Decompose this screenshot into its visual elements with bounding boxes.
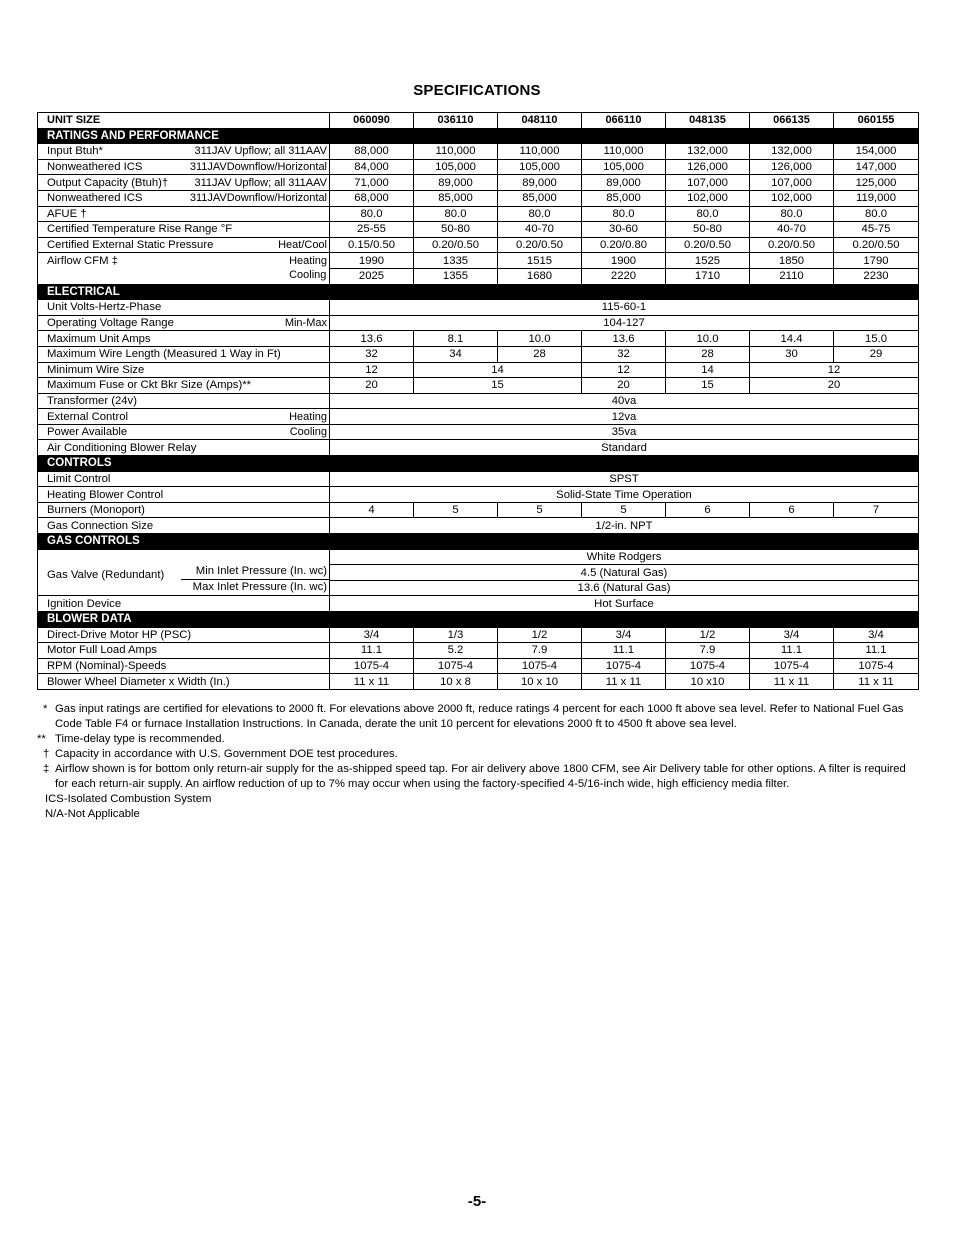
row-label: Power Available Cooling bbox=[38, 424, 330, 440]
value-cell: 6 bbox=[666, 502, 750, 518]
unit-size-header-row bbox=[38, 113, 919, 129]
row-label: Blower Wheel Diameter x Width (In.) bbox=[38, 674, 330, 690]
value-cell: 34 bbox=[414, 346, 498, 362]
unit-size-cell: 048135 bbox=[666, 113, 750, 129]
footnote-mark: † bbox=[43, 748, 50, 760]
value-cell: 20 bbox=[750, 378, 919, 394]
row-label: Gas Valve (Redundant) Min Inlet Pressure (In. wc) Max Inlet Pressure (In. wc) bbox=[38, 549, 330, 596]
value-cell: 2110 bbox=[750, 268, 834, 284]
value-cell: 32 bbox=[330, 346, 414, 362]
value-cell: Standard bbox=[330, 440, 919, 456]
value-cell: 80.0 bbox=[330, 206, 414, 222]
value-cell: 6 bbox=[750, 502, 834, 518]
value-cell: 80.0 bbox=[834, 206, 919, 222]
value-cell: 30-60 bbox=[582, 222, 666, 238]
value-cell: 4.5 (Natural Gas) bbox=[330, 565, 919, 581]
table-row bbox=[38, 175, 919, 191]
value-cell: 1900 bbox=[582, 253, 666, 269]
section-header-gas-controls: GAS CONTROLS bbox=[38, 534, 919, 550]
value-cell: 132,000 bbox=[750, 144, 834, 160]
value-cell: 29 bbox=[834, 346, 919, 362]
value-cell: 11.1 bbox=[834, 643, 919, 659]
footnote: ICS-Isolated Combustion System bbox=[45, 793, 212, 805]
value-cell: 105,000 bbox=[414, 159, 498, 175]
row-label: Air Conditioning Blower Relay bbox=[38, 440, 330, 456]
value-cell: 3/4 bbox=[582, 627, 666, 643]
row-label: Input Btuh* 311JAV Upflow; all 311AAV bbox=[38, 144, 330, 160]
value-cell: 1710 bbox=[666, 268, 750, 284]
row-label: Maximum Unit Amps bbox=[38, 331, 330, 347]
row-label: Certified Temperature Rise Range °F bbox=[38, 222, 330, 238]
table-row bbox=[38, 627, 919, 643]
footnotes bbox=[37, 702, 918, 822]
value-cell: 126,000 bbox=[666, 159, 750, 175]
row-label: Burners (Monoport) bbox=[38, 502, 330, 518]
unit-size-cell: 066110 bbox=[582, 113, 666, 129]
section-header-ratings: RATINGS AND PERFORMANCE bbox=[38, 128, 919, 144]
value-cell: 105,000 bbox=[582, 159, 666, 175]
value-cell: 40va bbox=[330, 393, 919, 409]
value-cell: 89,000 bbox=[414, 175, 498, 191]
page-title: SPECIFICATIONS bbox=[413, 82, 541, 99]
value-cell: 110,000 bbox=[414, 144, 498, 160]
value-cell: 1075-4 bbox=[666, 658, 750, 674]
value-cell: 104-127 bbox=[330, 315, 919, 331]
row-label: Airflow CFM ‡ Heating Cooling bbox=[38, 253, 330, 284]
value-cell: 50-80 bbox=[414, 222, 498, 238]
value-cell: 11 x 11 bbox=[330, 674, 414, 690]
value-cell: 80.0 bbox=[750, 206, 834, 222]
value-cell: 0.20/0.50 bbox=[750, 237, 834, 253]
value-cell: 154,000 bbox=[834, 144, 919, 160]
value-cell: 110,000 bbox=[498, 144, 582, 160]
value-cell: 2230 bbox=[834, 268, 919, 284]
table-row bbox=[38, 300, 919, 316]
value-cell: 45-75 bbox=[834, 222, 919, 238]
value-cell: 1075-4 bbox=[414, 658, 498, 674]
row-label: RPM (Nominal)-Speeds bbox=[38, 658, 330, 674]
value-cell: 1075-4 bbox=[330, 658, 414, 674]
value-cell: 1680 bbox=[498, 268, 582, 284]
value-cell: 1355 bbox=[414, 268, 498, 284]
value-cell: 13.6 bbox=[582, 331, 666, 347]
table-row bbox=[38, 487, 919, 503]
value-cell: SPST bbox=[330, 471, 919, 487]
value-cell: 102,000 bbox=[666, 190, 750, 206]
footnote-mark: ** bbox=[37, 733, 46, 745]
footnote-mark: ‡ bbox=[43, 763, 50, 775]
value-cell: 132,000 bbox=[666, 144, 750, 160]
value-cell: 126,000 bbox=[750, 159, 834, 175]
value-cell: 80.0 bbox=[666, 206, 750, 222]
value-cell: 30 bbox=[750, 346, 834, 362]
value-cell: 1075-4 bbox=[750, 658, 834, 674]
value-cell: 28 bbox=[666, 346, 750, 362]
value-cell: 1525 bbox=[666, 253, 750, 269]
table-row bbox=[38, 518, 919, 534]
value-cell: 40-70 bbox=[498, 222, 582, 238]
value-cell: 147,000 bbox=[834, 159, 919, 175]
value-cell: 88,000 bbox=[330, 144, 414, 160]
row-label: Minimum Wire Size bbox=[38, 362, 330, 378]
row-label: Nonweathered ICS 311JAVDownflow/Horizontal bbox=[38, 159, 330, 175]
value-cell: 0.15/0.50 bbox=[330, 237, 414, 253]
value-cell: 1/3 bbox=[414, 627, 498, 643]
table-row bbox=[38, 346, 919, 362]
row-label: Maximum Fuse or Ckt Bkr Size (Amps)** bbox=[38, 378, 330, 394]
row-label: Maximum Wire Length (Measured 1 Way in Ft) bbox=[38, 346, 330, 362]
table-row bbox=[38, 440, 919, 456]
unit-size-label: UNIT SIZE bbox=[38, 113, 330, 129]
value-cell: 1075-4 bbox=[834, 658, 919, 674]
value-cell: 89,000 bbox=[582, 175, 666, 191]
value-cell: 7.9 bbox=[498, 643, 582, 659]
table-row bbox=[38, 144, 919, 160]
table-row bbox=[38, 674, 919, 690]
value-cell: 1/2 bbox=[498, 627, 582, 643]
section-header-controls: CONTROLS bbox=[38, 456, 919, 472]
table-row bbox=[38, 549, 919, 565]
value-cell: 89,000 bbox=[498, 175, 582, 191]
value-cell: 119,000 bbox=[834, 190, 919, 206]
table-row bbox=[38, 237, 919, 253]
value-cell: 11.1 bbox=[330, 643, 414, 659]
value-cell: 10 x 10 bbox=[498, 674, 582, 690]
row-label: Operating Voltage Range Min-Max bbox=[38, 315, 330, 331]
value-cell: 115-60-1 bbox=[330, 300, 919, 316]
row-label: Heating Blower Control bbox=[38, 487, 330, 503]
value-cell: 10 x 8 bbox=[414, 674, 498, 690]
value-cell: 25-55 bbox=[330, 222, 414, 238]
value-cell: 15 bbox=[414, 378, 582, 394]
footnote-mark: * bbox=[43, 703, 48, 715]
value-cell: 11 x 11 bbox=[834, 674, 919, 690]
value-cell: 10.0 bbox=[498, 331, 582, 347]
value-cell: 40-70 bbox=[750, 222, 834, 238]
row-label: Limit Control bbox=[38, 471, 330, 487]
value-cell: 12va bbox=[330, 409, 919, 425]
value-cell: 84,000 bbox=[330, 159, 414, 175]
value-cell: 11 x 11 bbox=[582, 674, 666, 690]
value-cell: 14 bbox=[666, 362, 750, 378]
table-row bbox=[38, 253, 919, 269]
table-row bbox=[38, 424, 919, 440]
unit-size-cell: 066135 bbox=[750, 113, 834, 129]
value-cell: 125,000 bbox=[834, 175, 919, 191]
row-label: Ignition Device bbox=[38, 596, 330, 612]
value-cell: 14.4 bbox=[750, 331, 834, 347]
row-label: AFUE † bbox=[38, 206, 330, 222]
value-cell: 102,000 bbox=[750, 190, 834, 206]
specifications-table bbox=[37, 112, 919, 690]
value-cell: 4 bbox=[330, 502, 414, 518]
value-cell: 0.20/0.50 bbox=[414, 237, 498, 253]
unit-size-cell: 060155 bbox=[834, 113, 919, 129]
table-row bbox=[38, 190, 919, 206]
table-row bbox=[38, 222, 919, 238]
row-label: Output Capacity (Btuh)† 311JAV Upflow; all 311AAV bbox=[38, 175, 330, 191]
value-cell: Hot Surface bbox=[330, 596, 919, 612]
value-cell: 85,000 bbox=[414, 190, 498, 206]
table-row bbox=[38, 362, 919, 378]
table-row bbox=[38, 393, 919, 409]
value-cell: 0.20/0.80 bbox=[582, 237, 666, 253]
footnote: ** Time-delay type is recommended. bbox=[37, 733, 225, 745]
footnote: ‡ Airflow shown is for bottom only return-air supply for the as-shipped speed tap. For air delivery above 1800 CFM, see Air Delivery table for other options. A filter is required for each return-air supply. An airflow reduction of up to 7% may occur when using the factory-specified 4-5/16-inch wide, high efficiency media filter. bbox=[43, 763, 906, 790]
value-cell: 71,000 bbox=[330, 175, 414, 191]
table-row bbox=[38, 331, 919, 347]
value-cell: 107,000 bbox=[666, 175, 750, 191]
unit-size-cell: 060090 bbox=[330, 113, 414, 129]
unit-size-cell: 036110 bbox=[414, 113, 498, 129]
value-cell: 80.0 bbox=[582, 206, 666, 222]
table-row bbox=[38, 658, 919, 674]
value-cell: 2220 bbox=[582, 268, 666, 284]
value-cell: 5 bbox=[414, 502, 498, 518]
value-cell: 105,000 bbox=[498, 159, 582, 175]
value-cell: 13.6 (Natural Gas) bbox=[330, 580, 919, 596]
value-cell: 7 bbox=[834, 502, 919, 518]
table-row bbox=[38, 643, 919, 659]
value-cell: 5 bbox=[498, 502, 582, 518]
table-row bbox=[38, 206, 919, 222]
value-cell: 1335 bbox=[414, 253, 498, 269]
row-label: External Control Heating bbox=[38, 409, 330, 425]
value-cell: 11.1 bbox=[582, 643, 666, 659]
value-cell: 1990 bbox=[330, 253, 414, 269]
value-cell: 0.20/0.50 bbox=[498, 237, 582, 253]
value-cell: 12 bbox=[750, 362, 919, 378]
value-cell: 110,000 bbox=[582, 144, 666, 160]
value-cell: 10 x10 bbox=[666, 674, 750, 690]
value-cell: 50-80 bbox=[666, 222, 750, 238]
value-cell: 11.1 bbox=[750, 643, 834, 659]
value-cell: 68,000 bbox=[330, 190, 414, 206]
value-cell: 20 bbox=[582, 378, 666, 394]
row-label: Motor Full Load Amps bbox=[38, 643, 330, 659]
table-row bbox=[38, 502, 919, 518]
value-cell: 28 bbox=[498, 346, 582, 362]
value-cell: 10.0 bbox=[666, 331, 750, 347]
value-cell: 12 bbox=[330, 362, 414, 378]
value-cell: 1/2 bbox=[666, 627, 750, 643]
value-cell: 14 bbox=[414, 362, 582, 378]
value-cell: 1515 bbox=[498, 253, 582, 269]
table-row bbox=[38, 596, 919, 612]
footnote: † Capacity in accordance with U.S. Government DOE test procedures. bbox=[43, 748, 398, 760]
value-cell: 32 bbox=[582, 346, 666, 362]
value-cell: 80.0 bbox=[414, 206, 498, 222]
value-cell: 85,000 bbox=[582, 190, 666, 206]
table-row bbox=[38, 315, 919, 331]
value-cell: White Rodgers bbox=[330, 549, 919, 565]
value-cell: 8.1 bbox=[414, 331, 498, 347]
value-cell: 12 bbox=[582, 362, 666, 378]
value-cell: 35va bbox=[330, 424, 919, 440]
value-cell: Solid-State Time Operation bbox=[330, 487, 919, 503]
table-row bbox=[38, 471, 919, 487]
value-cell: 3/4 bbox=[834, 627, 919, 643]
section-header-blower: BLOWER DATA bbox=[38, 612, 919, 628]
value-cell: 85,000 bbox=[498, 190, 582, 206]
row-label: Gas Connection Size bbox=[38, 518, 330, 534]
value-cell: 1850 bbox=[750, 253, 834, 269]
value-cell: 5 bbox=[582, 502, 666, 518]
value-cell: 5.2 bbox=[414, 643, 498, 659]
unit-size-cell: 048110 bbox=[498, 113, 582, 129]
value-cell: 1075-4 bbox=[582, 658, 666, 674]
value-cell: 13.6 bbox=[330, 331, 414, 347]
value-cell: 7.9 bbox=[666, 643, 750, 659]
row-label: Transformer (24v) bbox=[38, 393, 330, 409]
row-label: Unit Volts-Hertz-Phase bbox=[38, 300, 330, 316]
value-cell: 15.0 bbox=[834, 331, 919, 347]
table-row bbox=[38, 409, 919, 425]
row-label: Nonweathered ICS 311JAVDownflow/Horizontal bbox=[38, 190, 330, 206]
value-cell: 1/2-in. NPT bbox=[330, 518, 919, 534]
footnote: N/A-Not Applicable bbox=[45, 808, 140, 820]
value-cell: 3/4 bbox=[330, 627, 414, 643]
footnote: * Gas input ratings are certified for elevations to 2000 ft. For elevations above 2000 ft, reduce ratings 4 percent for each 1000 ft above sea level. Refer to National Fuel Gas Code Table F4 or furnace Installation Instructions. In Canada, derate the unit 10 percent for elevations 2000 ft to 4500 ft above sea level. bbox=[43, 703, 904, 730]
value-cell: 0.20/0.50 bbox=[666, 237, 750, 253]
row-label: Certified External Static Pressure Heat/Cool bbox=[38, 237, 330, 253]
value-cell: 107,000 bbox=[750, 175, 834, 191]
value-cell: 0.20/0.50 bbox=[834, 237, 919, 253]
page-number: -5- bbox=[467, 1193, 487, 1210]
value-cell: 20 bbox=[330, 378, 414, 394]
value-cell: 80.0 bbox=[498, 206, 582, 222]
value-cell: 3/4 bbox=[750, 627, 834, 643]
table-row bbox=[38, 159, 919, 175]
row-label: Direct-Drive Motor HP (PSC) bbox=[38, 627, 330, 643]
value-cell: 1075-4 bbox=[498, 658, 582, 674]
value-cell: 15 bbox=[666, 378, 750, 394]
value-cell: 1790 bbox=[834, 253, 919, 269]
value-cell: 11 x 11 bbox=[750, 674, 834, 690]
section-header-electrical: ELECTRICAL bbox=[38, 284, 919, 300]
table-row bbox=[38, 378, 919, 394]
value-cell: 2025 bbox=[330, 268, 414, 284]
